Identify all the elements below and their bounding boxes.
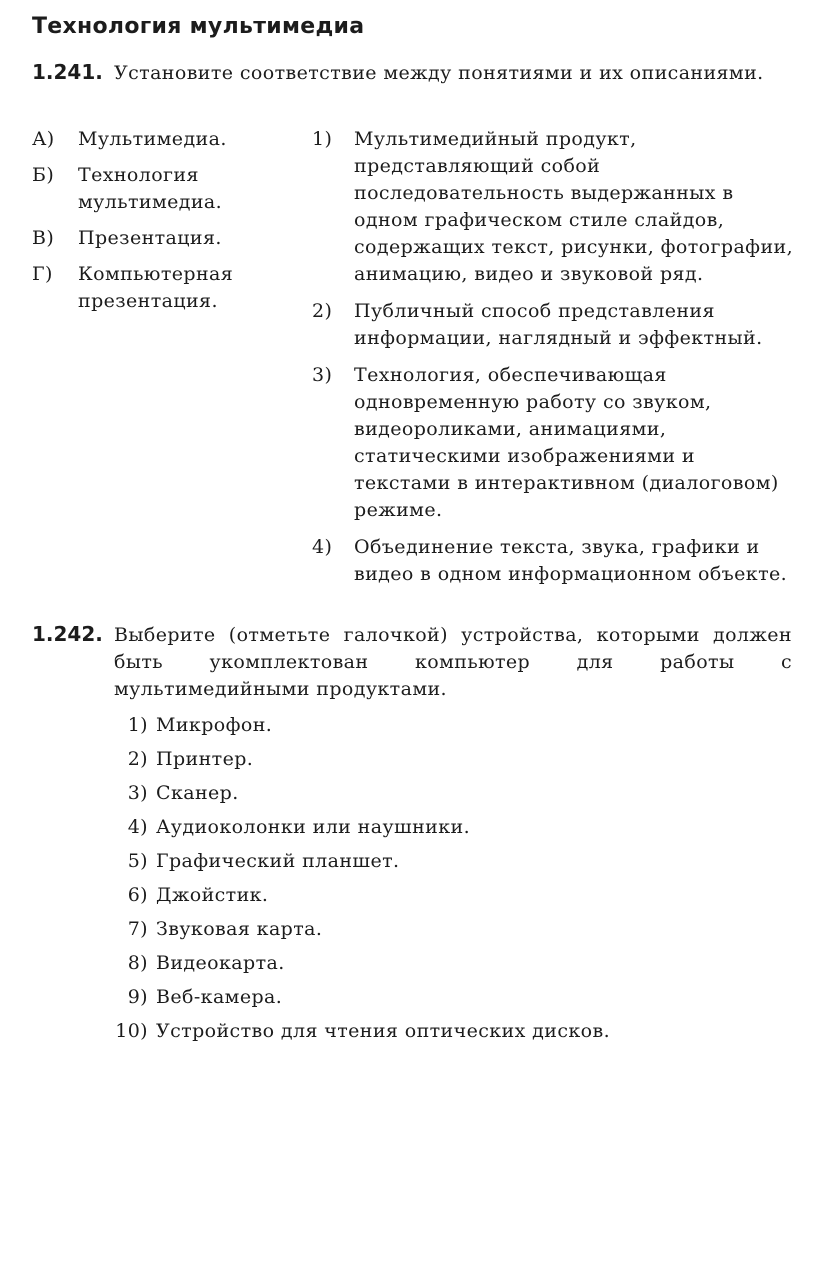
device-item: [100, 746, 760, 780]
device-list: [100, 712, 760, 1052]
device-label: 2): [127, 748, 148, 770]
concept-item: [32, 162, 302, 216]
concept-label: В): [32, 227, 55, 249]
task-text: Установите соответствие между понятиями и их описаниями.: [114, 62, 764, 84]
task-number: 1.241.: [32, 60, 103, 84]
concept-item: [32, 225, 302, 252]
device-text: Принтер.: [156, 748, 254, 770]
concept-item: [32, 126, 302, 153]
task-1-241: [32, 60, 792, 87]
device-item: [100, 780, 760, 814]
description-label: 1): [312, 128, 333, 150]
device-item: [100, 916, 760, 950]
concept-label: Г): [32, 263, 53, 285]
description-text: Мультимедийный продукт, представляющий собой последовательность выдержанных в одном графическом стиле слайдов, содержащих текст, рисунки, фотографии, анимацию, видео и звуковой ряд.: [354, 128, 794, 285]
device-text: Звуковая карта.: [156, 918, 323, 940]
device-text: Графический планшет.: [156, 850, 400, 872]
device-item: [100, 984, 760, 1018]
device-label: 9): [127, 986, 148, 1008]
device-text: Сканер.: [156, 782, 239, 804]
description-item: [312, 362, 794, 524]
device-text: Видеокарта.: [156, 952, 285, 974]
device-label: 10): [115, 1020, 148, 1042]
description-text: Объединение текста, звука, графики и видео в одном информационном объекте.: [354, 536, 788, 585]
device-label: 1): [127, 714, 148, 736]
device-text: Веб-камера.: [156, 986, 283, 1008]
device-text: Микрофон.: [156, 714, 273, 736]
concept-text: Мультимедиа.: [78, 128, 227, 150]
device-item: [100, 814, 760, 848]
description-item: [312, 298, 794, 352]
task-1-242: [32, 622, 792, 703]
concept-label: А): [32, 128, 55, 150]
device-item: [100, 882, 760, 916]
task-number: 1.242.: [32, 622, 103, 646]
device-text: Устройство для чтения оптических дисков.: [156, 1020, 611, 1042]
device-label: 8): [127, 952, 148, 974]
description-text: Публичный способ представления информации, наглядный и эффектный.: [354, 300, 763, 349]
device-label: 6): [127, 884, 148, 906]
concept-text: Технология мультимедиа.: [78, 164, 223, 213]
task-text: Выберите (отметьте галочкой) устройства, которыми должен быть укомплектован компьютер для работы с мультимедийными продуктами.: [114, 624, 792, 700]
device-item: [100, 1018, 760, 1052]
device-text: Аудиоколонки или наушники.: [156, 816, 471, 838]
concept-label: Б): [32, 164, 55, 186]
descriptions-column: [312, 126, 794, 598]
device-item: [100, 848, 760, 882]
description-label: 3): [312, 364, 333, 386]
concept-text: Компьютерная презентация.: [78, 263, 234, 312]
description-label: 4): [312, 536, 333, 558]
description-text: Технология, обеспечивающая одновременную работу со звуком, видеороликами, анимациями, статическими изображениями и текстами в интерактивном (диалоговом) режиме.: [354, 364, 779, 521]
device-label: 7): [127, 918, 148, 940]
description-item: [312, 126, 794, 288]
description-label: 2): [312, 300, 333, 322]
concept-item: [32, 261, 302, 315]
device-label: 4): [127, 816, 148, 838]
device-text: Джойстик.: [156, 884, 269, 906]
device-label: 3): [127, 782, 148, 804]
device-item: [100, 950, 760, 984]
concept-text: Презентация.: [78, 227, 222, 249]
device-label: 5): [127, 850, 148, 872]
concepts-column: [32, 126, 302, 324]
section-title: Технология мультимедиа: [32, 14, 365, 39]
description-item: [312, 534, 794, 588]
device-item: [100, 712, 760, 746]
